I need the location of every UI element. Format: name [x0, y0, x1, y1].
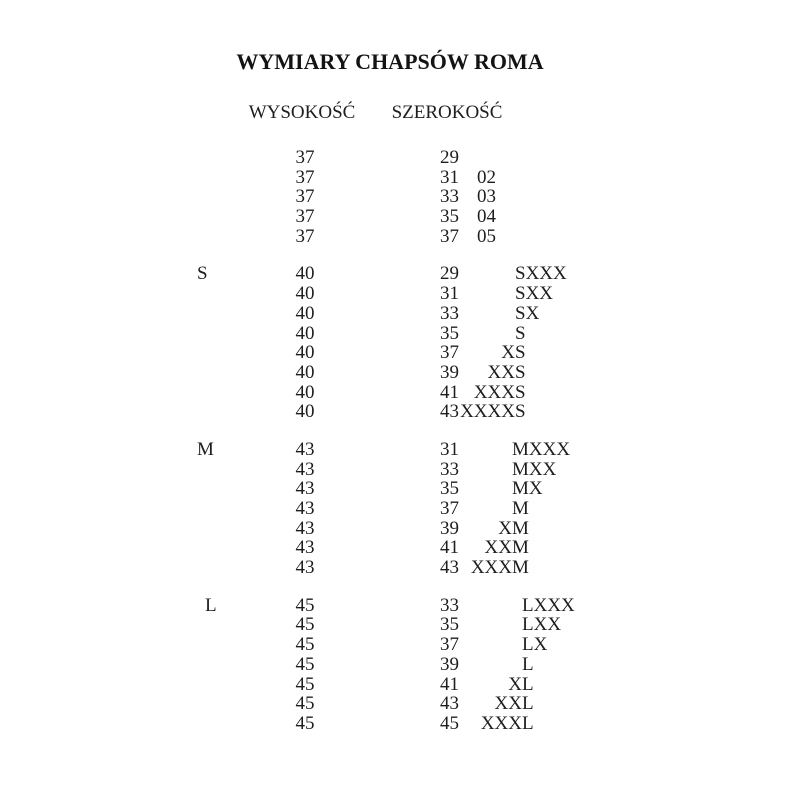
size-code	[470, 557, 529, 579]
width-value: 29	[440, 263, 459, 285]
table-row	[0, 558, 800, 578]
size-code-suffix: 03	[477, 186, 496, 208]
page-title: WYMIARY CHAPSÓW ROMA	[236, 49, 544, 74]
height-value: 45	[295, 653, 315, 675]
width-value: 37	[440, 498, 459, 519]
width-value: 35	[440, 206, 459, 228]
group-label: S	[197, 263, 208, 285]
table-row	[0, 168, 800, 188]
size-code-suffix: MXX	[512, 458, 557, 480]
size-code	[515, 264, 567, 284]
table-row	[0, 499, 800, 519]
size-code	[512, 479, 543, 499]
size-code-suffix: MX	[512, 478, 543, 500]
size-code-suffix: SXX	[515, 283, 554, 305]
height-value: 40	[295, 263, 315, 285]
size-code-suffix: M	[512, 557, 529, 579]
height-value: 45	[295, 712, 315, 734]
size-code-suffix: S	[515, 381, 526, 403]
size-code-prefix: XXX	[470, 557, 512, 579]
size-code-prefix: X	[501, 342, 515, 364]
size-code-prefix: X	[508, 673, 522, 695]
column-header-height: WYSOKOŚĆ	[248, 102, 356, 123]
height-value: 45	[295, 614, 315, 636]
width-value: 35	[440, 614, 459, 636]
size-code	[477, 187, 496, 207]
size-code	[501, 342, 526, 364]
table-row	[0, 538, 800, 558]
size-code-prefix: XX	[494, 693, 522, 715]
size-code	[494, 693, 534, 715]
table-row	[0, 440, 800, 460]
size-code-prefix: XXXX	[460, 401, 515, 423]
size-code	[515, 304, 539, 324]
table-row	[0, 207, 800, 227]
table-row	[0, 655, 800, 675]
size-group-s	[0, 264, 800, 422]
height-value: 37	[295, 166, 315, 188]
size-code	[477, 227, 496, 247]
width-value: 41	[440, 381, 459, 403]
size-code	[522, 655, 534, 675]
height-value: 43	[295, 438, 315, 460]
size-code	[522, 596, 575, 616]
table-row	[0, 402, 800, 422]
size-code	[487, 361, 526, 383]
height-value: 45	[295, 693, 315, 715]
size-code-suffix: MXXX	[512, 438, 571, 460]
height-value: 40	[295, 401, 315, 423]
width-value: 33	[440, 302, 459, 324]
size-code-prefix: XXX	[473, 381, 515, 403]
size-code	[477, 207, 496, 227]
size-code-suffix: 05	[477, 225, 496, 247]
size-code-suffix: S	[515, 342, 526, 364]
column-header-width: SZEROKOŚĆ	[391, 102, 503, 123]
size-code-suffix: S	[515, 361, 526, 383]
width-value: 45	[440, 712, 459, 734]
size-code-suffix: 02	[477, 166, 496, 188]
table-row	[0, 304, 800, 324]
size-code-suffix: 04	[477, 206, 496, 228]
group-label: M	[197, 438, 214, 460]
table-row	[0, 479, 800, 499]
height-value: 45	[295, 673, 315, 695]
height-value: 43	[295, 478, 315, 500]
table-row	[0, 284, 800, 304]
height-value: 37	[295, 186, 315, 208]
height-value: 37	[295, 147, 315, 168]
size-code-suffix: LX	[522, 634, 548, 656]
width-value: 33	[440, 458, 459, 480]
height-value: 40	[295, 381, 315, 403]
size-code-prefix: X	[498, 517, 512, 539]
size-code	[512, 499, 529, 519]
width-value: 33	[440, 594, 459, 616]
height-value: 45	[295, 594, 315, 616]
size-code-prefix: XX	[484, 537, 512, 559]
width-value: 41	[440, 673, 459, 695]
height-value: 40	[295, 342, 315, 364]
size-code	[498, 517, 529, 539]
size-code-suffix: SXXX	[515, 263, 567, 285]
height-value: 37	[295, 225, 315, 247]
width-value: 43	[440, 693, 459, 715]
height-value: 40	[295, 361, 315, 383]
group-label: L	[205, 594, 217, 616]
table-row	[0, 694, 800, 714]
size-code-suffix: S	[515, 322, 526, 344]
table-row	[0, 383, 800, 403]
size-code-suffix: LXXX	[522, 594, 575, 616]
size-group-m	[0, 440, 800, 578]
size-code	[512, 460, 556, 480]
size-code-suffix: LXX	[522, 614, 562, 636]
table-row	[0, 714, 800, 734]
height-value: 40	[295, 302, 315, 324]
size-code	[522, 635, 547, 655]
height-value: 37	[295, 206, 315, 228]
width-value: 37	[440, 342, 459, 364]
width-value: 35	[440, 322, 459, 344]
size-code-suffix: M	[512, 498, 529, 519]
size-code	[515, 324, 526, 344]
table-row	[0, 596, 800, 616]
width-value: 35	[440, 478, 459, 500]
size-code	[460, 401, 526, 423]
width-value: 37	[440, 225, 459, 247]
height-value: 43	[295, 458, 315, 480]
width-value: 33	[440, 186, 459, 208]
height-value: 43	[295, 537, 315, 559]
size-code	[508, 673, 534, 695]
size-code-suffix: L	[522, 693, 534, 715]
width-value: 29	[440, 147, 459, 168]
table-row	[0, 324, 800, 344]
table-row	[0, 615, 800, 635]
size-code	[515, 284, 553, 304]
size-code	[484, 537, 529, 559]
size-code	[480, 712, 534, 734]
table-row	[0, 635, 800, 655]
width-value: 31	[440, 283, 459, 305]
size-code-suffix: M	[512, 537, 529, 559]
height-value: 40	[295, 322, 315, 344]
table-row	[0, 363, 800, 383]
size-code-suffix: M	[512, 517, 529, 539]
height-value: 45	[295, 634, 315, 656]
table-row	[0, 343, 800, 363]
height-value: 40	[295, 283, 315, 305]
column-headers	[0, 102, 800, 126]
size-code	[473, 381, 526, 403]
width-value: 31	[440, 166, 459, 188]
size-code-suffix: L	[522, 712, 534, 734]
width-value: 39	[440, 517, 459, 539]
height-value: 43	[295, 517, 315, 539]
width-value: 39	[440, 361, 459, 383]
size-code	[522, 615, 561, 635]
size-code-prefix: XX	[487, 361, 515, 383]
table-row	[0, 148, 800, 168]
table-row	[0, 460, 800, 480]
width-value: 31	[440, 438, 459, 460]
table-row	[0, 187, 800, 207]
size-code-prefix: XXX	[480, 712, 522, 734]
height-value: 43	[295, 557, 315, 579]
size-table	[0, 148, 800, 752]
table-row	[0, 519, 800, 539]
size-code-suffix: SX	[515, 302, 540, 324]
size-code-suffix: L	[522, 653, 534, 675]
size-code	[477, 168, 496, 188]
width-value: 43	[440, 557, 459, 579]
size-group-l	[0, 596, 800, 734]
width-value: 41	[440, 537, 459, 559]
size-group-numeric	[0, 148, 800, 246]
table-row	[0, 675, 800, 695]
width-value: 39	[440, 653, 459, 675]
size-code-suffix: L	[522, 673, 534, 695]
table-row	[0, 264, 800, 284]
size-code	[512, 440, 570, 460]
table-row	[0, 227, 800, 247]
width-value: 37	[440, 634, 459, 656]
size-code-suffix: S	[515, 401, 526, 423]
height-value: 43	[295, 498, 315, 519]
width-value: 43	[440, 401, 459, 423]
